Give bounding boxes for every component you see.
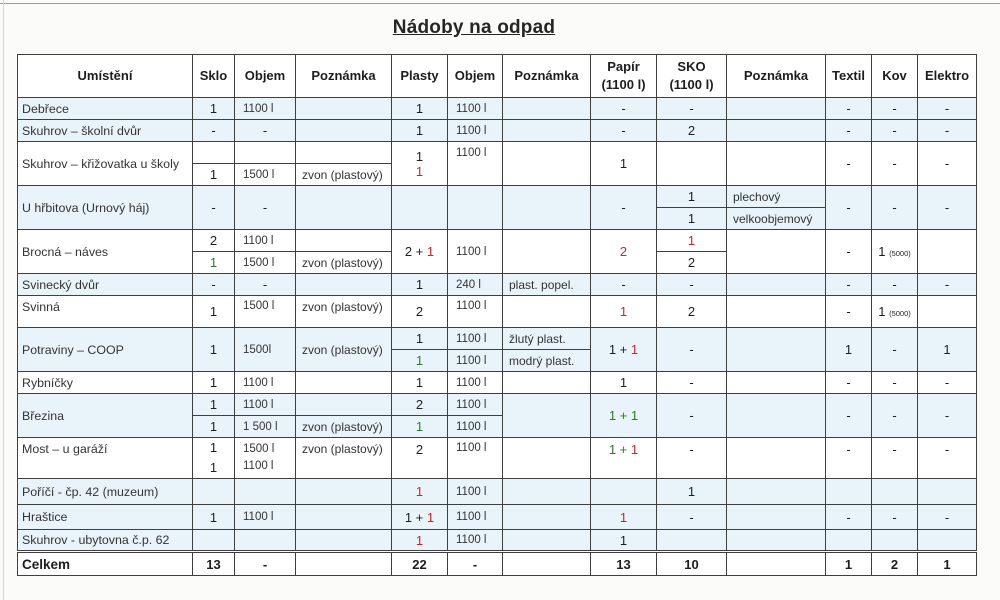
- cell-sklo-note: zvon (plastový): [296, 252, 392, 274]
- cell-kov: [872, 230, 918, 274]
- col-sklo: Sklo: [193, 55, 235, 98]
- cell-papir: [591, 438, 657, 479]
- cell-plasty-objem: 1100 l: [448, 120, 503, 142]
- cell-location: Skuhrov – křižovatka u školy: [18, 142, 193, 186]
- cell-sklo-objem: [235, 530, 296, 552]
- cell-plasty-note: [503, 230, 591, 274]
- cell-kov: -: [872, 328, 918, 372]
- cell-plasty: [392, 142, 448, 186]
- cell-plasty: 1: [392, 350, 448, 372]
- cell-plasty: 1: [392, 120, 448, 142]
- table-row: [18, 372, 977, 394]
- cell-location: Most – u garáží: [18, 438, 193, 479]
- col-papir-l2: (1100 l): [601, 77, 646, 92]
- kov-value: 1: [878, 304, 886, 319]
- cell-sko: 2: [657, 120, 727, 142]
- table-row: [18, 120, 977, 142]
- cell-sklo-note: [296, 120, 392, 142]
- cell-elektro: [918, 530, 977, 552]
- cell-sklo-objem: 1100 l: [235, 98, 296, 120]
- total-row: [18, 552, 977, 576]
- cell-plasty: 1: [392, 372, 448, 394]
- cell-papir: [591, 479, 657, 505]
- table-row: [18, 328, 977, 350]
- plasty-value-red: 1: [415, 163, 424, 179]
- cell-location: Svinecký dvůr: [18, 274, 193, 296]
- cell-sklo-objem: 1 500 l: [235, 416, 296, 438]
- total-label: Celkem: [18, 552, 193, 576]
- cell-sklo: 1: [193, 328, 235, 372]
- cell-sklo-objem: 1100 l: [235, 394, 296, 416]
- cell-location: Rybníčky: [18, 372, 193, 394]
- cell-elektro: -: [918, 438, 977, 479]
- cell-papir: -: [591, 186, 657, 230]
- cell-papir: -: [591, 98, 657, 120]
- col-plasty-objem: Objem: [448, 55, 503, 98]
- cell-plasty: 1: [392, 530, 448, 552]
- cell-papir: -: [591, 274, 657, 296]
- cell-textil: -: [826, 274, 872, 296]
- cell-papir: 1: [591, 505, 657, 530]
- col-sklo-poznamka: Poznámka: [296, 55, 392, 98]
- cell-kov: [872, 296, 918, 328]
- cell-sko-note: [727, 274, 826, 296]
- waste-containers-table-wrap: [17, 54, 977, 576]
- total-plasty-objem: -: [448, 552, 503, 576]
- cell-sklo-objem: -: [235, 120, 296, 142]
- cell-sklo: -: [193, 186, 235, 230]
- cell-plasty-objem: 1100 l: [448, 350, 503, 372]
- cell-sko: 1: [657, 479, 727, 505]
- cell-location: Skuhrov - ubytovna č.p. 62: [18, 530, 193, 552]
- sklo-objem-value: 1500 l: [243, 443, 275, 455]
- table-row: [18, 142, 977, 164]
- cell-kov: -: [872, 372, 918, 394]
- cell-sko-note: [727, 142, 826, 186]
- cell-elektro: -: [918, 274, 977, 296]
- cell-plasty-note: žlutý plast.: [503, 328, 591, 350]
- cell-sko: -: [657, 98, 727, 120]
- total-plasty-note: [503, 552, 591, 576]
- cell-papir: [591, 328, 657, 372]
- cell-sklo: 1: [193, 372, 235, 394]
- cell-kov: -: [872, 438, 918, 479]
- cell-plasty-note: [503, 530, 591, 552]
- cell-sko-note: [727, 230, 826, 274]
- cell-plasty-objem: 1100 l: [448, 296, 503, 328]
- table-row: [18, 186, 977, 208]
- cell-plasty-objem: 1100 l: [448, 230, 503, 274]
- cell-plasty-objem: 1100 l: [448, 479, 503, 505]
- cell-sko-note: plechový: [727, 186, 826, 208]
- col-sko-poznamka: Poznámka: [727, 55, 826, 98]
- table-row: [18, 505, 977, 530]
- table-row: [18, 394, 977, 416]
- total-textil: 1: [826, 552, 872, 576]
- cell-sklo-note: [296, 530, 392, 552]
- cell-plasty-note: [503, 394, 591, 438]
- cell-plasty-objem: 1100 l: [448, 98, 503, 120]
- sklo-value: 1: [209, 460, 218, 475]
- cell-sklo: [193, 438, 235, 479]
- cell-sklo-objem: 1500 l: [235, 164, 296, 186]
- table-row: [18, 98, 977, 120]
- cell-plasty: 2: [392, 296, 448, 328]
- cell-sko: [657, 142, 727, 186]
- cell-textil: -: [826, 438, 872, 479]
- col-papir-l1: Papír: [607, 59, 640, 74]
- papir-value-red: 1: [630, 442, 639, 457]
- cell-sko-note: [727, 394, 826, 438]
- cell-sko-note: [727, 479, 826, 505]
- col-plasty-poznamka: Poznámka: [503, 55, 591, 98]
- cell-kov: -: [872, 274, 918, 296]
- col-elektro: Elektro: [918, 55, 977, 98]
- total-sklo-note: [296, 552, 392, 576]
- cell-sklo-note: zvon (plastový): [296, 328, 392, 372]
- cell-plasty-note: [503, 296, 591, 328]
- cell-sklo-note: [296, 230, 392, 252]
- page-title: Nádoby na odpad: [392, 17, 556, 38]
- cell-location: Skuhrov – školní dvůr: [18, 120, 193, 142]
- cell-sko-note: [727, 120, 826, 142]
- table-row: [18, 479, 977, 505]
- cell-sko: -: [657, 372, 727, 394]
- cell-elektro: -: [918, 120, 977, 142]
- cell-papir: -: [591, 120, 657, 142]
- cell-elektro: -: [918, 505, 977, 530]
- cell-sklo-note: [296, 98, 392, 120]
- cell-location: Poříčí - čp. 42 (muzeum): [18, 479, 193, 505]
- plasty-value-red: 1: [426, 509, 435, 525]
- col-textil: Textil: [826, 55, 872, 98]
- cell-papir: 1: [591, 530, 657, 552]
- cell-plasty: 2: [392, 394, 448, 416]
- cell-sko: 2: [657, 252, 727, 274]
- cell-plasty: [392, 186, 448, 230]
- cell-sklo-note: [296, 505, 392, 530]
- cell-sklo-objem: 1100 l: [235, 230, 296, 252]
- cell-plasty: [392, 230, 448, 274]
- col-papir: [591, 55, 657, 98]
- cell-location: Debřece: [18, 98, 193, 120]
- cell-plasty: 1: [392, 98, 448, 120]
- table-row: [18, 530, 977, 552]
- cell-sklo: 1: [193, 505, 235, 530]
- total-sko-note: [727, 552, 826, 576]
- cell-kov: -: [872, 98, 918, 120]
- cell-textil: -: [826, 120, 872, 142]
- cell-sko-note: velkoobjemový: [727, 208, 826, 230]
- kov-note: (5000): [889, 249, 911, 258]
- cell-textil: -: [826, 394, 872, 438]
- cell-sko: -: [657, 438, 727, 479]
- cell-plasty-objem: 1100 l: [448, 438, 503, 479]
- header-row: [18, 55, 977, 98]
- plasty-value: 2 +: [404, 244, 424, 259]
- cell-plasty-note: modrý plast.: [503, 350, 591, 372]
- cell-sko-note: [727, 530, 826, 552]
- cell-plasty-note: [503, 142, 591, 186]
- cell-sko-note: [727, 505, 826, 530]
- cell-sklo-note: [296, 372, 392, 394]
- scan-edge-top: [0, 3, 1000, 4]
- table-row: [18, 296, 977, 328]
- cell-sko: 2: [657, 296, 727, 328]
- cell-sklo-note: [296, 142, 392, 164]
- cell-sklo: 2: [193, 230, 235, 252]
- cell-plasty-note: plast. popel.: [503, 274, 591, 296]
- col-sko-l1: SKO: [677, 59, 706, 74]
- cell-textil: -: [826, 505, 872, 530]
- cell-sklo-objem: [235, 479, 296, 505]
- cell-papir: 2: [591, 230, 657, 274]
- kov-note: (5000): [889, 309, 911, 318]
- cell-textil: -: [826, 98, 872, 120]
- cell-sklo: -: [193, 274, 235, 296]
- total-sklo: 13: [193, 552, 235, 576]
- cell-sklo-objem: [235, 142, 296, 164]
- plasty-value-red: 1: [426, 244, 435, 259]
- papir-value: 1 +: [608, 442, 628, 457]
- cell-kov: -: [872, 186, 918, 230]
- cell-plasty: 1: [392, 479, 448, 505]
- cell-plasty: [392, 505, 448, 530]
- cell-location: Březina: [18, 394, 193, 438]
- col-umisteni: Umístění: [18, 55, 193, 98]
- cell-sklo: 1: [193, 164, 235, 186]
- total-elektro: 1: [918, 552, 977, 576]
- cell-sklo-note: [296, 394, 392, 416]
- cell-sklo-objem: 1500l: [235, 328, 296, 372]
- cell-plasty-note: [503, 120, 591, 142]
- cell-textil: -: [826, 372, 872, 394]
- total-sklo-objem: -: [235, 552, 296, 576]
- cell-textil: -: [826, 230, 872, 274]
- col-sko-l2: (1100 l): [669, 77, 714, 92]
- table-row: [18, 438, 977, 479]
- cell-sklo: 1: [193, 252, 235, 274]
- cell-sko-note: [727, 438, 826, 479]
- kov-value: 1: [878, 244, 886, 259]
- cell-sko: -: [657, 394, 727, 438]
- cell-plasty-note: [503, 186, 591, 230]
- cell-plasty-note: [503, 479, 591, 505]
- cell-sko: 1: [657, 230, 727, 252]
- cell-sko: [657, 530, 727, 552]
- cell-sklo-objem: [235, 438, 296, 479]
- cell-textil: -: [826, 296, 872, 328]
- cell-plasty-note: [503, 372, 591, 394]
- cell-sklo-note: [296, 186, 392, 230]
- cell-sklo-objem: 1100 l: [235, 372, 296, 394]
- cell-sklo: [193, 142, 235, 164]
- cell-elektro: -: [918, 142, 977, 186]
- cell-location: Svinná: [18, 296, 193, 328]
- cell-sklo: 1: [193, 296, 235, 328]
- cell-elektro: 1: [918, 328, 977, 372]
- cell-kov: -: [872, 142, 918, 186]
- cell-sko-note: [727, 372, 826, 394]
- cell-plasty-objem: 1100 l: [448, 416, 503, 438]
- cell-sklo-note: zvon (plastový): [296, 164, 392, 186]
- cell-sko: -: [657, 274, 727, 296]
- cell-sklo-objem: -: [235, 274, 296, 296]
- cell-sklo-note: [296, 274, 392, 296]
- cell-plasty: 1: [392, 328, 448, 350]
- cell-location: U hřbitova (Urnový háj): [18, 186, 193, 230]
- total-papir: 13: [591, 552, 657, 576]
- waste-containers-table: [17, 54, 977, 576]
- cell-sklo-objem: 1500 l: [235, 296, 296, 328]
- cell-plasty-objem: 240 l: [448, 274, 503, 296]
- cell-plasty-note: [503, 505, 591, 530]
- cell-plasty: 1: [392, 274, 448, 296]
- cell-textil: 1: [826, 328, 872, 372]
- cell-sko-note: [727, 98, 826, 120]
- total-plasty: 22: [392, 552, 448, 576]
- cell-papir: 1 + 1: [591, 394, 657, 438]
- cell-sklo: -: [193, 120, 235, 142]
- cell-sklo-objem: 1100 l: [235, 505, 296, 530]
- cell-sko-note: [727, 328, 826, 372]
- cell-plasty-objem: 1100 l: [448, 394, 503, 416]
- cell-sklo-note: zvon (plastový): [296, 416, 392, 438]
- table-row: [18, 274, 977, 296]
- cell-kov: -: [872, 120, 918, 142]
- cell-elektro: [918, 296, 977, 328]
- cell-location: Hraštice: [18, 505, 193, 530]
- cell-kov: [872, 530, 918, 552]
- cell-textil: [826, 530, 872, 552]
- col-sklo-objem: Objem: [235, 55, 296, 98]
- cell-sklo: [193, 479, 235, 505]
- cell-sklo-note: zvon (plastový): [296, 296, 392, 328]
- cell-sklo: 1: [193, 98, 235, 120]
- cell-sko: 1: [657, 208, 727, 230]
- cell-elektro: -: [918, 98, 977, 120]
- cell-plasty-objem: 1100 l: [448, 372, 503, 394]
- cell-textil: -: [826, 186, 872, 230]
- col-plasty: Plasty: [392, 55, 448, 98]
- cell-sklo: 1: [193, 416, 235, 438]
- cell-plasty-objem: 1100 l: [448, 142, 503, 186]
- cell-sko-note: [727, 296, 826, 328]
- plasty-value: 1 +: [404, 509, 424, 525]
- cell-plasty-objem: 1100 l: [448, 530, 503, 552]
- scan-edge-left: [3, 0, 4, 600]
- cell-papir: 1: [591, 142, 657, 186]
- cell-elektro: -: [918, 372, 977, 394]
- cell-textil: [826, 479, 872, 505]
- total-kov: 2: [872, 552, 918, 576]
- cell-sklo: 1: [193, 394, 235, 416]
- table-row: [18, 230, 977, 252]
- cell-sklo-note: [296, 479, 392, 505]
- cell-plasty: 1: [392, 416, 448, 438]
- cell-plasty-objem: 1100 l: [448, 505, 503, 530]
- cell-plasty: 2: [392, 438, 448, 479]
- cell-elektro: -: [918, 186, 977, 230]
- cell-elektro: [918, 479, 977, 505]
- cell-sklo-objem: -: [235, 186, 296, 230]
- cell-sko: 1: [657, 186, 727, 208]
- cell-kov: -: [872, 394, 918, 438]
- cell-elektro: -: [918, 394, 977, 438]
- cell-plasty-note: [503, 438, 591, 479]
- col-sko: [657, 55, 727, 98]
- cell-papir: 1: [591, 296, 657, 328]
- cell-plasty-objem: 1100 l: [448, 328, 503, 350]
- cell-sko: -: [657, 328, 727, 372]
- cell-kov: [872, 479, 918, 505]
- cell-location: Potraviny – COOP: [18, 328, 193, 372]
- sklo-objem-value: 1100 l: [243, 460, 274, 472]
- col-kov: Kov: [872, 55, 918, 98]
- cell-sklo-objem: 1500 l: [235, 252, 296, 274]
- cell-textil: -: [826, 142, 872, 186]
- cell-sko: -: [657, 505, 727, 530]
- cell-elektro: [918, 230, 977, 274]
- cell-sklo: [193, 530, 235, 552]
- cell-papir: 1: [591, 372, 657, 394]
- papir-value-red: 1: [630, 342, 639, 357]
- total-sko: 10: [657, 552, 727, 576]
- cell-sklo-note: zvon (plastový): [296, 438, 392, 479]
- cell-plasty-note: [503, 98, 591, 120]
- cell-kov: -: [872, 505, 918, 530]
- cell-plasty-objem: [448, 186, 503, 230]
- sklo-value: 1: [209, 440, 218, 455]
- papir-value: 1 +: [608, 342, 628, 357]
- plasty-value: 1: [415, 148, 424, 164]
- cell-location: Brocná – náves: [18, 230, 193, 274]
